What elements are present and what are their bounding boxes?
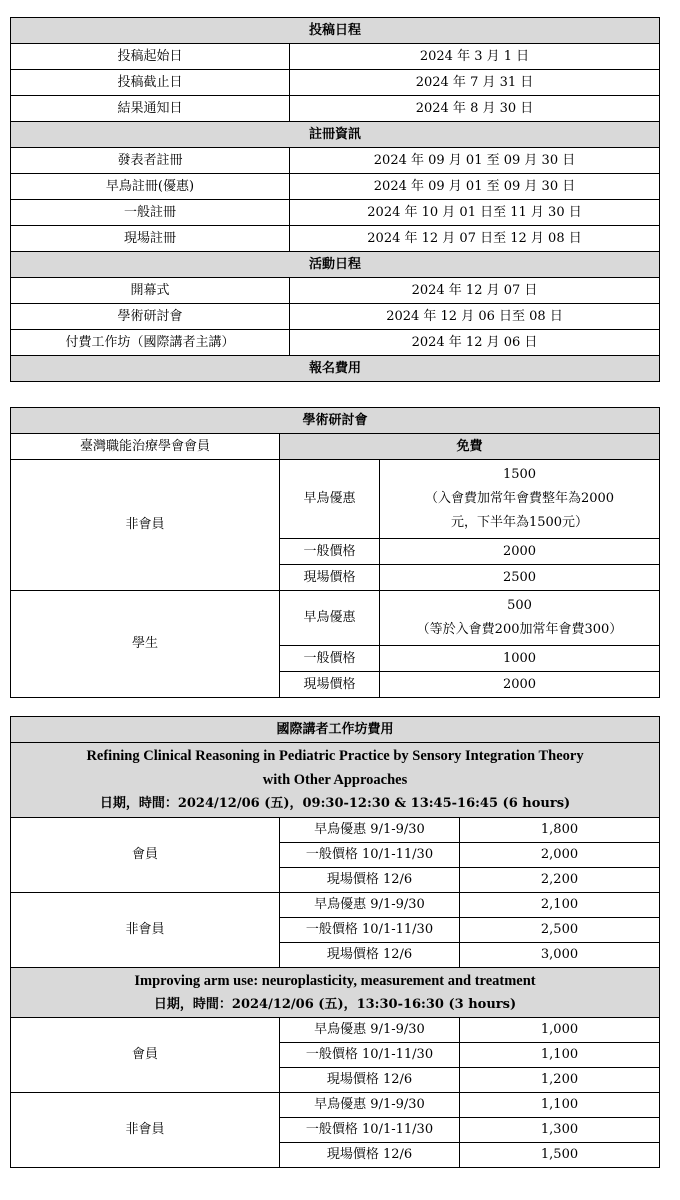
price: 2,000 — [460, 843, 660, 868]
member-fee: 免費 — [280, 434, 660, 460]
row-label: 開幕式 — [11, 278, 290, 304]
non-member-label: 非會員 — [11, 460, 280, 591]
fee-type-label: 現場價格 12/6 — [280, 943, 460, 968]
price: 1,800 — [460, 818, 660, 843]
price: 1,500 — [460, 1143, 660, 1168]
workshop-title: Refining Clinical Reasoning in Pediatric Practice by Sensory Integration Theory — [86, 748, 584, 764]
registration-header: 註冊資訊 — [11, 122, 660, 148]
price: 500 — [507, 598, 532, 613]
price-note: （入會費加常年會費整年為2000 — [424, 491, 615, 506]
price: 1,300 — [460, 1118, 660, 1143]
early-bird-price-cell — [380, 460, 660, 539]
row-label: 投稿起始日 — [11, 44, 290, 70]
price: 2000 — [380, 672, 660, 698]
fee-type-label: 現場價格 — [280, 672, 380, 698]
price-note: （等於入會費200加常年會費300） — [416, 622, 623, 637]
price: 1,100 — [460, 1043, 660, 1068]
price: 1,000 — [460, 1018, 660, 1043]
workshop-fee-table — [10, 716, 660, 1168]
price: 1500 — [502, 467, 537, 482]
fee-type-label: 早鳥優惠 9/1-9/30 — [280, 1018, 460, 1043]
workshop-date: 日期，時間：2024/12/06 (五)，13:30-16:30 (3 hours) — [153, 996, 517, 1012]
fee-type-label: 早鳥優惠 9/1-9/30 — [280, 818, 460, 843]
workshop-title: Improving arm use: neuroplasticity, measurement and treatment — [134, 972, 536, 989]
price: 1,200 — [460, 1068, 660, 1093]
workshop-title: with Other Approaches — [262, 772, 408, 788]
price-note: 元，下半年為1500元） — [450, 515, 589, 530]
member-label: 會員 — [11, 818, 280, 893]
schedule-table — [10, 17, 660, 382]
fee-type-label: 現場價格 12/6 — [280, 1068, 460, 1093]
event-header: 活動日程 — [11, 252, 660, 278]
workshop-header: 國際講者工作坊費用 — [11, 717, 660, 743]
row-value: 2024 年 3 月 1 日 — [290, 44, 660, 70]
fee-type-label: 一般價格 10/1-11/30 — [280, 843, 460, 868]
early-bird-price-cell — [380, 591, 660, 646]
row-label: 結果通知日 — [11, 96, 290, 122]
row-label: 現場註冊 — [11, 226, 290, 252]
fee-type-label: 現場價格 12/6 — [280, 868, 460, 893]
row-value: 2024 年 10 月 01 日至 11 月 30 日 — [290, 200, 660, 226]
row-label: 發表者註冊 — [11, 148, 290, 174]
fee-type-label: 早鳥優惠 9/1-9/30 — [280, 1093, 460, 1118]
fee-type-label: 早鳥優惠 — [280, 460, 380, 539]
row-value: 2024 年 09 月 01 至 09 月 30 日 — [290, 148, 660, 174]
row-value: 2024 年 09 月 01 至 09 月 30 日 — [290, 174, 660, 200]
fee-type-label: 一般價格 10/1-11/30 — [280, 1043, 460, 1068]
fee-type-label: 現場價格 12/6 — [280, 1143, 460, 1168]
fee-type-label: 一般價格 — [280, 539, 380, 565]
row-value: 2024 年 12 月 07 日至 12 月 08 日 — [290, 226, 660, 252]
row-value: 2024 年 12 月 06 日至 08 日 — [290, 304, 660, 330]
price: 2500 — [380, 565, 660, 591]
symposium-header: 學術研討會 — [11, 408, 660, 434]
member-label: 會員 — [11, 1018, 280, 1093]
workshop-2-title-cell — [11, 968, 660, 1018]
price: 2,200 — [460, 868, 660, 893]
row-label: 學術研討會 — [11, 304, 290, 330]
price: 3,000 — [460, 943, 660, 968]
price: 2000 — [380, 539, 660, 565]
price: 2,100 — [460, 893, 660, 918]
fee-header: 報名費用 — [11, 356, 660, 382]
row-label: 早鳥註冊(優惠) — [11, 174, 290, 200]
row-label: 一般註冊 — [11, 200, 290, 226]
fee-type-label: 一般價格 10/1-11/30 — [280, 918, 460, 943]
symposium-fee-table — [10, 407, 660, 698]
student-label: 學生 — [11, 591, 280, 698]
fee-type-label: 早鳥優惠 — [280, 591, 380, 646]
submission-header: 投稿日程 — [11, 18, 660, 44]
price: 2,500 — [460, 918, 660, 943]
fee-type-label: 一般價格 10/1-11/30 — [280, 1118, 460, 1143]
non-member-label: 非會員 — [11, 893, 280, 968]
workshop-1-title-cell — [11, 743, 660, 818]
price: 1000 — [380, 646, 660, 672]
row-label: 付費工作坊（國際講者主講） — [11, 330, 290, 356]
row-value: 2024 年 12 月 07 日 — [290, 278, 660, 304]
fee-type-label: 現場價格 — [280, 565, 380, 591]
price: 1,100 — [460, 1093, 660, 1118]
row-value: 2024 年 8 月 30 日 — [290, 96, 660, 122]
non-member-label: 非會員 — [11, 1093, 280, 1168]
member-label: 臺灣職能治療學會會員 — [11, 434, 280, 460]
fee-type-label: 一般價格 — [280, 646, 380, 672]
row-value: 2024 年 7 月 31 日 — [290, 70, 660, 96]
row-value: 2024 年 12 月 06 日 — [290, 330, 660, 356]
fee-type-label: 早鳥優惠 9/1-9/30 — [280, 893, 460, 918]
row-label: 投稿截止日 — [11, 70, 290, 96]
workshop-date: 日期，時間：2024/12/06 (五)，09:30-12:30 & 13:45-16:45 (6 hours) — [99, 796, 571, 811]
